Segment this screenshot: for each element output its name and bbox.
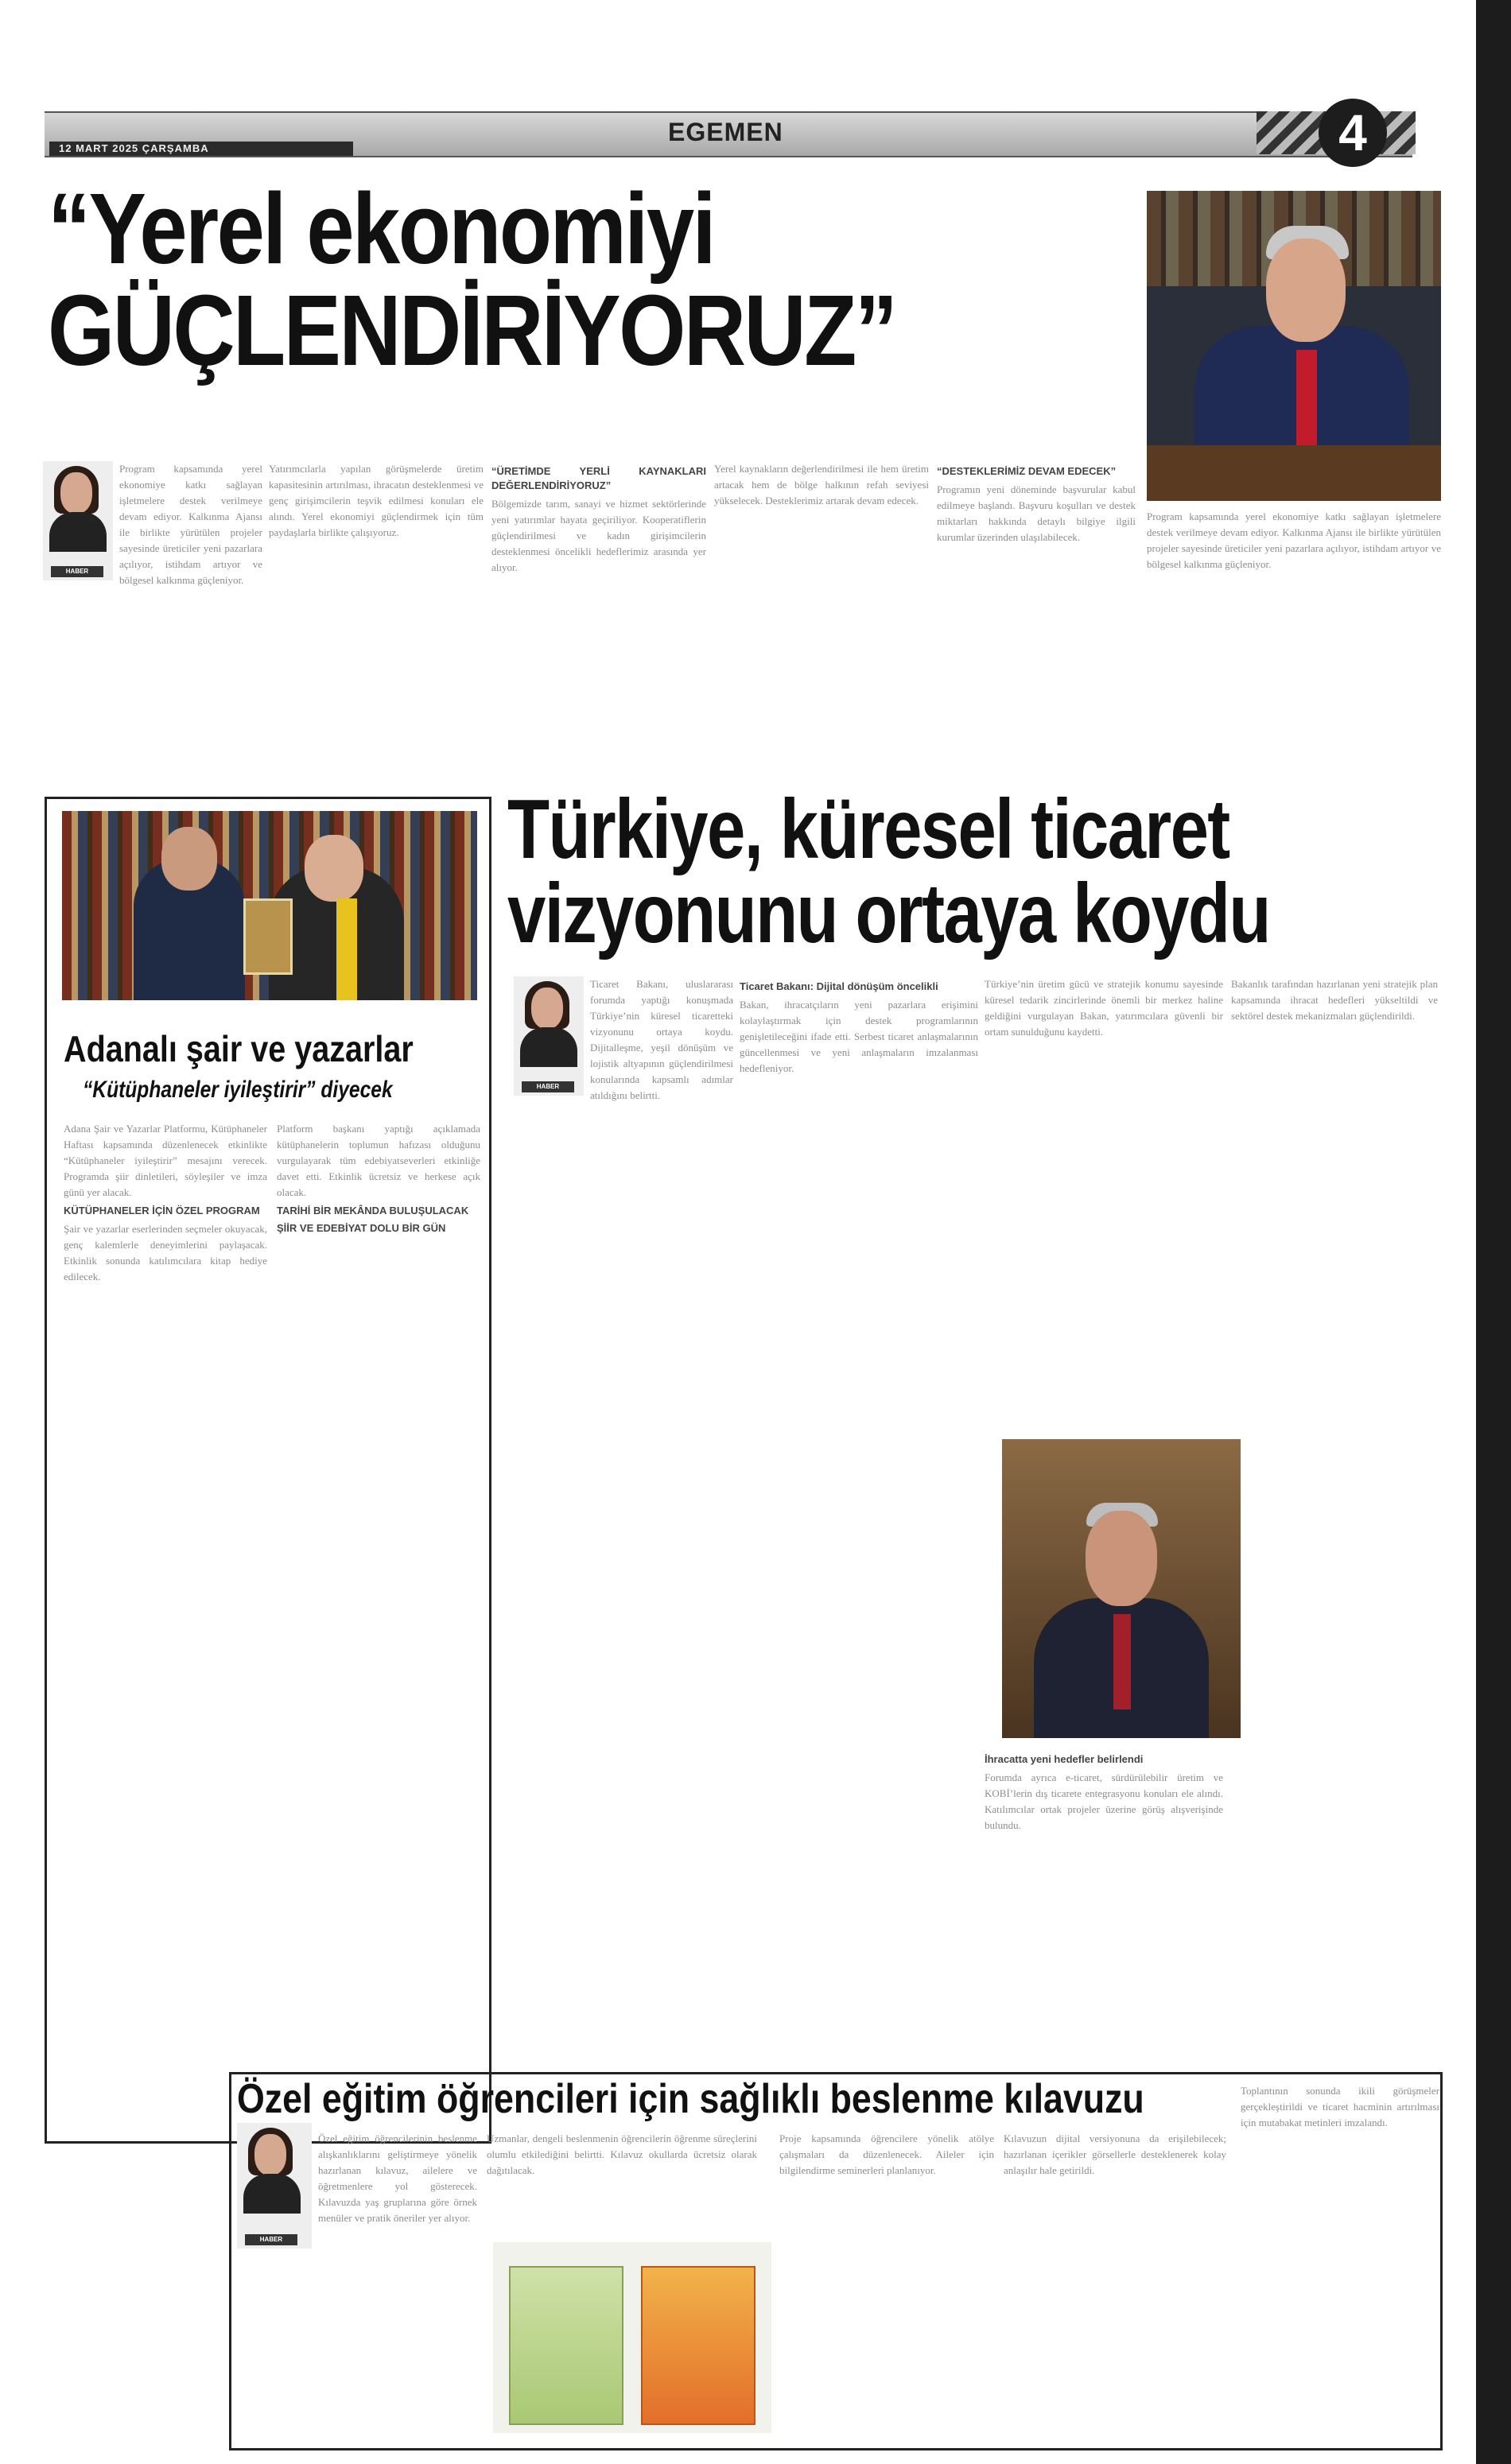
article4-author-portrait xyxy=(237,2123,312,2249)
article1-headline-line2: GÜÇLENDİRİYORUZ” xyxy=(48,274,896,386)
article1-column-6: Program kapsamında yerel ekonomiye katkı sağlayan işletmelere destek verilmeye devam ediyor. Kalkınma Ajansı ile birlikte yürütülen projeler sayesinde üreticiler yeni pazarlara açılıyor, istihdam artıyor ve bölgesel kalkınma güçleniyor. xyxy=(1147,510,1441,570)
article1-headline xyxy=(48,173,992,386)
article2-photo xyxy=(62,811,477,1000)
article3-subhead2: İhracatta yeni hedefler belirlendi xyxy=(985,1753,1144,1765)
article4-column-3: Proje kapsamında öğrencilere yönelik atölye çalışmaları da düzenlenecek. Aileler için bilgilendirme seminerleri planlanıyor. xyxy=(779,2132,994,2176)
page-number-badge: 4 xyxy=(1319,99,1387,167)
article3-column-5: Bakanlık tarafından hazırlanan yeni stratejik plan kapsamında ihracat hedefleri yükseltildi ve sektörel destek mekanizmaları güçlendirildi. xyxy=(1231,978,1438,1022)
article4-column-1: Özel eğitim öğrencilerinin beslenme alışkanlıklarını geliştirmeye yönelik hazırlanan kılavuz, ailelere ve öğretmenlere yol gösterecek. Kılavuzda yaş gruplarına göre örnek menüler ve pratik öneriler yer alıyor. xyxy=(318,2132,477,2224)
article3-column-6: Toplantının sonunda ikili görüşmeler gerçekleştirildi ve ticaret hacminin artırılması için mutabakat metinleri imzalandı. xyxy=(1241,2085,1439,2128)
article3-headline-line2: vizyonunu ortaya koydu xyxy=(507,867,1270,960)
article1-column-3: “ÜRETİMDE YERLİ KAYNAKLARI DEĞERLENDİRİYORUZ” Bölgemizde tarım, sanayi ve hizmet sektörlerinde yeni yatırımlar hayata geçiriliyor. Kooperatiflerin güçlendirilmesi ve kadın girişimcilerin desteklenmesi öncelikli hedeflerimiz arasında yer alıyor. xyxy=(491,465,706,573)
viewer-scroll-rail[interactable] xyxy=(1476,0,1511,2464)
article1-column-1: Program kapsamında yerel ekonomiye katkı sağlayan işletmelere destek verilmeye devam ediyor. Kalkınma Ajansı ile birlikte yürütülen projeler sayesinde üreticiler yeni pazarlara açılıyor, istihdam artıyor ve bölgesel kalkınma güçleniyor. xyxy=(119,463,262,586)
article1-subhead1: “ÜRETİMDE YERLİ KAYNAKLARI DEĞERLENDİRİYORUZ” xyxy=(491,465,706,491)
article3-column-1: Ticaret Bakanı, uluslararası forumda yaptığı konuşmada Türkiye’nin küresel ticaretteki vizyonunu ortaya koydu. Dijitalleşme, yeşil dönüşüm ve lojistik altyapının güçlendirilmesi konularında kapsamlı adımlar atıldığını belirtti. xyxy=(590,978,733,1101)
article1-subhead2: “DESTEKLERİMİZ DEVAM EDECEK” xyxy=(937,465,1117,477)
article2-subhead2: ŞİİR VE EDEBİYAT DOLU BİR GÜN xyxy=(277,1222,446,1234)
article2-column-2: Platform başkanı yaptığı açıklamada kütüphanelerin toplumun hafızası olduğunu vurgulayarak tüm edebiyatseverleri etkinliğe davet etti. Etkinlik ücretsiz ve herkese açık olacak. TARİHİ BİR MEKÂNDA BULUŞULACAK ŞİİR VE EDEBİYAT DOLU BİR GÜN xyxy=(277,1123,480,1234)
article3-subhead1: Ticaret Bakanı: Dijital dönüşüm öncelikli xyxy=(740,980,938,992)
article2-subhead3: KÜTÜPHANELER İÇİN ÖZEL PROGRAM xyxy=(64,1205,260,1216)
article1-column-4: Yerel kaynakların değerlendirilmesi ile hem üretim artacak hem de bölge halkının refah seviyesi yükselecek. Desteklerimiz artarak devam edecek. xyxy=(714,463,929,506)
article4-books-photo xyxy=(493,2242,771,2433)
author-caption: HABER xyxy=(51,566,103,577)
article3-column-4: İhracatta yeni hedefler belirlendi Forumda ayrıca e-ticaret, sürdürülebilir üretim ve KOBİ’lerin dış ticarete entegrasyonu konuları ele alındı. Katılımcılar ortak projeler üzerine görüş alışverişinde bulundu. xyxy=(985,1753,1223,1831)
article2-headline: Adanalı şair ve yazarlar xyxy=(64,1028,414,1069)
article3-headline-line1: Türkiye, küresel ticaret xyxy=(507,782,1229,876)
article1-column-2: Yatırımcılarla yapılan görüşmelerde üretim kapasitesinin artırılması, ihracatın desteklenmesi ve genç girişimcilerin teşvik edilmesi konuları ele alındı. Yerel ekonomiyi güçlendirmek için tüm paydaşlarla birlikte çalışıyoruz. xyxy=(269,463,484,538)
article2-subhead1: TARİHİ BİR MEKÂNDA BULUŞULACAK xyxy=(277,1205,469,1216)
article3-column-2: Ticaret Bakanı: Dijital dönüşüm öncelikli Bakan, ihracatçıların yeni pazarlara erişimini kolaylaştırmak için destek programlarının genişletileceğini ifade etti. Serbest ticaret anlaşmalarının güncellenmesi ve yeni anlaşmaların imzalanması hedefleniyor. xyxy=(740,980,978,1074)
newspaper-page xyxy=(32,95,1447,2449)
article3-photo xyxy=(1002,1439,1241,1738)
article1-column-5: “DESTEKLERİMİZ DEVAM EDECEK” Programın yeni döneminde başvurular kabul edilmeye başlandı. Başvuru koşulları ve destek miktarları hakkında detaylı bilgiye ilgili kurumlar üzerinden ulaşılabilecek. xyxy=(937,465,1136,543)
article1-author-portrait xyxy=(43,461,113,580)
article1-headline-line1: “Yerel ekonomiyi xyxy=(48,173,715,285)
article3-column-3: Türkiye’nin üretim gücü ve stratejik konumu sayesinde küresel tedarik zincirlerinde önemli bir merkez haline geldiğini vurgulayan Bakan, yatırımcılara güvenli bir ortam sunulduğunu kaydetti. xyxy=(985,978,1223,1038)
author-caption: HABER xyxy=(245,2234,297,2245)
article3-headline xyxy=(507,782,1270,960)
article4-headline: Özel eğitim öğrencileri için sağlıklı beslenme kılavuzu xyxy=(237,2076,1144,2122)
article1-photo xyxy=(1147,191,1441,501)
article2-column-1: Adana Şair ve Yazarlar Platformu, Kütüphaneler Haftası kapsamında düzenlenecek etkinlikte “Kütüphaneler iyileştirir” mesajını verecek. Programda şiir dinletileri, söyleşiler ve imza günü yer alacak. KÜTÜPHANELER İÇİN ÖZEL PROGRAM Şair ve yazarlar eserlerinden seçmeler okuyacak, genç kalemlerle deneyimlerini paylaşacak. Etkinlik sonunda katılımcılara kitap hediye edilecek. xyxy=(64,1123,267,1282)
date-strip: 12 MART 2025 ÇARŞAMBA xyxy=(49,142,353,156)
article4-column-4: Kılavuzun dijital versiyonuna da erişilebilecek; hazırlanan içerikler görsellerle desteklenerek kolay anlaşılır hale getirildi. xyxy=(1004,2132,1226,2176)
author-caption: HABER xyxy=(522,1081,574,1092)
article3-author-portrait xyxy=(514,976,584,1096)
article2-subheadline: “Kütüphaneler iyileştirir” diyecek xyxy=(83,1077,393,1103)
article4-column-2: Uzmanlar, dengeli beslenmenin öğrencilerin öğrenme süreçlerini olumlu etkilediğini belirtti. Kılavuz okullarda ücretsiz olarak dağıtılacak. xyxy=(487,2132,757,2176)
newspaper-logo: EGEMEN xyxy=(668,118,783,146)
